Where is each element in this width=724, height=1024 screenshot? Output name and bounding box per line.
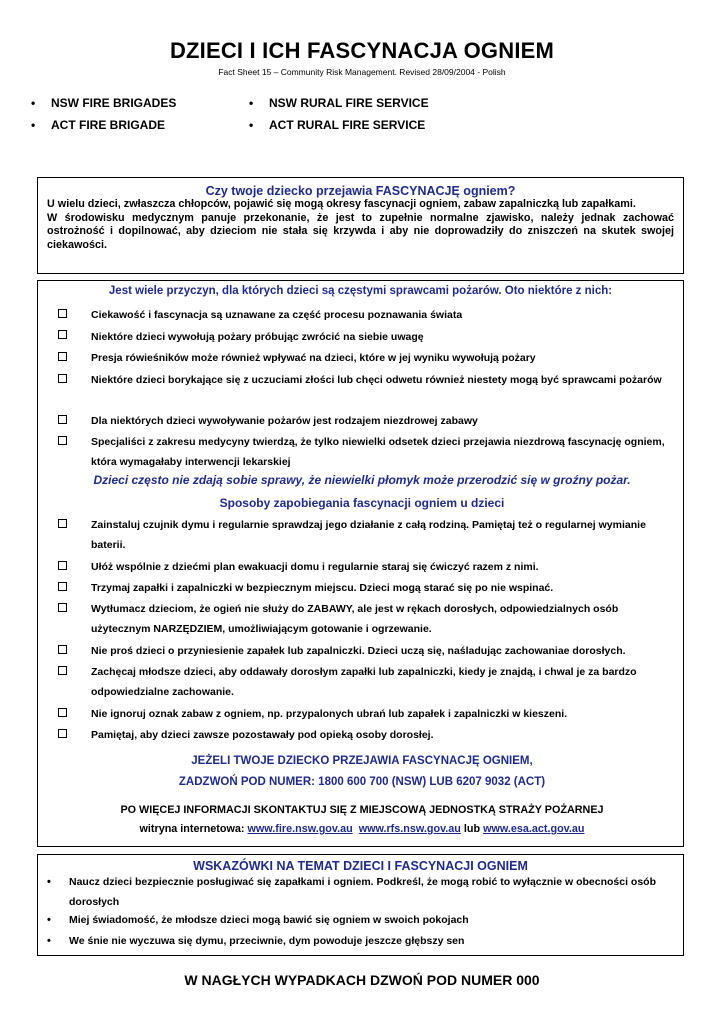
- link-rfs-nsw[interactable]: www.rfs.nsw.gov.au: [358, 823, 461, 835]
- org-nsw-rural-fire-service: [249, 96, 429, 110]
- checkbox-icon: [58, 582, 67, 591]
- prevention-item: Nie proś dzieci o przyniesienie zapałek lub zapalniczki. Dzieci uczą się, naśladując zachowaniae dorosłych.: [91, 645, 626, 657]
- org-label: ACT FIRE BRIGADE: [51, 118, 165, 132]
- page-title: DZIECI I ICH FASCYNACJA OGNIEM: [169, 38, 555, 63]
- org-label: NSW FIRE BRIGADES: [51, 96, 177, 110]
- checkbox-icon: [58, 666, 67, 675]
- tip-item: We śnie nie wyczuwa się dymu, przeciwnie, dym powoduje jeszcze głębszy sen: [69, 935, 465, 947]
- reason-item: Niektóre dzieci borykające się z uczuciami złości lub chęci odwetu również niestety mogą być sprawcami pożarów: [91, 374, 662, 386]
- org-act-rural-fire-service: [249, 118, 425, 132]
- warning-quote: Dzieci często nie zdają sobie sprawy, że niewielki płomyk może przerodzić się w groźny pożar.: [93, 473, 631, 487]
- org-label: NSW RURAL FIRE SERVICE: [269, 96, 429, 110]
- website-line: [0, 823, 724, 835]
- prevention-item: Ułóż wspólnie z dziećmi plan ewakuacji domu i regularnie staraj się ćwiczyć razem z nimi.: [91, 561, 539, 573]
- fact-sheet-subtitle: Fact Sheet 15 – Community Risk Management. Revised 28/09/2004 - Polish: [218, 67, 506, 77]
- more-info-line: PO WIĘCEJ INFORMACJI SKONTAKTUJ SIĘ Z MIEJSCOWĄ JEDNOSTKĄ STRAŻY POŻARNEJ: [120, 804, 604, 816]
- prevention-item: Nie ignoruj oznak zabaw z ogniem, np. przypalonych ubrań lub zapałek i zapalniczki w kieszeni.: [91, 708, 568, 720]
- intro-box: [37, 177, 684, 274]
- checkbox-icon: [58, 415, 67, 424]
- prevention-item: Pamiętaj, aby dzieci zawsze pozostawały pod opieką osoby dorosłej.: [91, 729, 434, 741]
- bullet-icon: •: [249, 118, 254, 132]
- org-nsw-fire-brigades: [31, 96, 176, 110]
- checkbox-icon: [58, 436, 67, 445]
- prevention-item: Zainstaluj czujnik dymu i regularnie sprawdzaj jego działanie z całą rodziną. Pamiętaj też o regularnej wymianie baterii.: [91, 519, 646, 551]
- bullet-icon: •: [31, 118, 36, 132]
- reason-item: Niektóre dzieci wywołują pożary próbując zwrócić na siebie uwagę: [91, 331, 424, 343]
- website-prefix: witryna internetowa:: [139, 823, 245, 835]
- prevention-item: Wytłumacz dzieciom, że ogień nie służy do ZABAWY, ale jest w rękach dorosłych, odpowiedzialnych osób użytecznym NARZĘDZIEM, umożliwiającym gotowanie i ogrzewanie.: [91, 603, 619, 635]
- checkbox-icon: [58, 561, 67, 570]
- checkbox-icon: [58, 352, 67, 361]
- reason-item: Specjaliści z zakresu medycyny twierdzą, że tylko niewielki odsetek dzieci przejawia niezdrową fascynację ogniem, która wymagałaby interwencji lekarskiej: [91, 436, 665, 468]
- reason-item: Dla niektórych dzieci wywoływanie pożarów jest rodzajem niezdrowej zabawy: [91, 415, 478, 427]
- bullet-icon: •: [47, 876, 51, 888]
- checkbox-icon: [58, 309, 67, 318]
- org-label: ACT RURAL FIRE SERVICE: [269, 118, 426, 132]
- tip-item: Naucz dzieci bezpiecznie posługiwać się zapałkami i ogniem. Podkreśl, że mogą robić to wyłącznie w obecności osób dorosłych: [69, 876, 656, 908]
- call-line-1: JEŻELI TWOJE DZIECKO PRZEJAWIA FASCYNACJĘ OGNIEM,: [191, 755, 533, 767]
- link-esa-act[interactable]: www.esa.act.gov.au: [483, 823, 585, 835]
- bullet-icon: •: [47, 914, 51, 926]
- checkbox-icon: [58, 708, 67, 717]
- link-fire-nsw[interactable]: www.fire.nsw.gov.au: [247, 823, 353, 835]
- prevention-item: Trzymaj zapałki i zapalniczki w bezpiecznym miejscu. Dzieci mogą starać się po nie wspinać.: [91, 582, 554, 594]
- bullet-icon: •: [249, 96, 254, 110]
- link-separator: lub: [463, 823, 481, 835]
- checkbox-icon: [58, 645, 67, 654]
- intro-question: Czy twoje dziecko przejawia FASCYNACJĘ ogniem?: [205, 184, 516, 198]
- prevention-heading: Sposoby zapobiegania fascynacji ogniem u dzieci: [219, 496, 505, 510]
- bullet-icon: •: [47, 935, 51, 947]
- bullet-icon: •: [31, 96, 36, 110]
- reasons-heading: Jest wiele przyczyn, dla których dzieci są częstymi sprawcami pożarów. Oto niektóre z nich:: [108, 285, 613, 297]
- org-act-fire-brigade: [31, 118, 165, 132]
- tip-item: Miej świadomość, że młodsze dzieci mogą bawić się ogniem w swoich pokojach: [69, 914, 469, 926]
- prevention-item: Zachęcaj młodsze dzieci, aby oddawały dorosłym zapałki lub zapalniczki, kiedy je znajdą, i chwal je za bardzo odpowiedzialne zachowanie.: [91, 666, 637, 698]
- reason-item: Ciekawość i fascynacja są uznawane za część procesu poznawania świata: [91, 309, 463, 321]
- checkbox-icon: [58, 330, 67, 339]
- checkbox-icon: [58, 519, 67, 528]
- tips-heading: WSKAZÓWKI NA TEMAT DZIECI I FASCYNACJI OGNIEM: [193, 859, 528, 873]
- intro-paragraph: W środowisku medycznym panuje przekonanie, że jest to zupełnie normalne zjawisko, należy jednak zachować ostrożność i dopilnować, aby dzieciom nie stała się krzywda i aby nie doprowadziły do zniszczeń na skutek swojej ciekawości.: [47, 211, 674, 251]
- checkbox-icon: [58, 729, 67, 738]
- intro-paragraph: U wielu dzieci, zwłaszcza chłopców, pojawić się mogą okresy fascynacji ogniem, zabaw zapalniczką lub zapałkami.: [47, 198, 636, 210]
- emergency-number: W NAGŁYCH WYPADKACH DZWOŃ POD NUMER 000: [184, 972, 540, 988]
- checkbox-icon: [58, 603, 67, 612]
- call-line-2: ZADZWOŃ POD NUMER: 1800 600 700 (NSW) LUB 6207 9032 (ACT): [178, 776, 546, 788]
- reason-item: Presja rówieśników może również wpływać na dzieci, które w jej wyniku wywołują pożary: [91, 352, 536, 364]
- checkbox-icon: [58, 374, 67, 383]
